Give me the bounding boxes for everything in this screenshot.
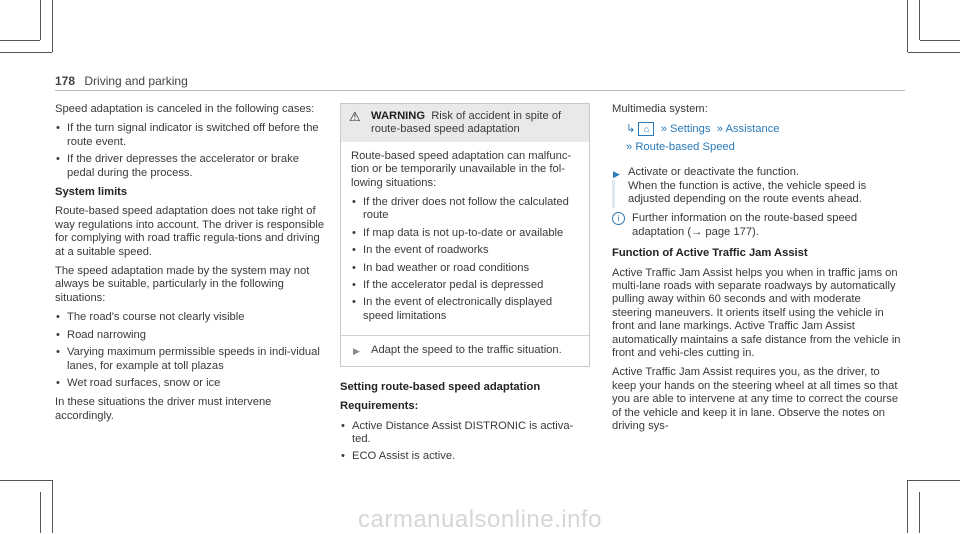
play-arrow-icon: ▶ xyxy=(613,169,620,180)
list-item: • Varying maximum permissible speeds in indi-vidual lanes, for example at toll plazas xyxy=(55,346,327,373)
requirements-heading: Requirements: xyxy=(340,400,419,413)
list-item: • Active Distance Assist DISTRONIC is activa-ted. xyxy=(340,420,590,447)
action-line: Activate or deactivate the function. xyxy=(628,166,800,179)
requirements-list xyxy=(340,420,590,464)
list-item: • In the event of electronically displayed speed limitations xyxy=(351,296,581,323)
crop-mark xyxy=(920,40,960,41)
unsuitable-list xyxy=(55,311,327,390)
crop-mark xyxy=(919,0,920,40)
section-heading: Function of Active Traffic Jam Assist xyxy=(612,247,808,260)
list-item: • Road narrowing xyxy=(55,329,327,342)
crop-mark xyxy=(52,0,53,52)
header-divider xyxy=(55,90,905,91)
home-icon: ⌂ xyxy=(638,122,654,136)
chevron-right-icon: » xyxy=(660,123,667,136)
path-assistance: Assistance xyxy=(725,123,780,136)
play-arrow-icon: ▶ xyxy=(353,346,360,357)
list-item: • In bad weather or road conditions xyxy=(351,262,581,275)
tja-paragraph-1: Active Traffic Jam Assist helps you when in traffic jams on multi-lane roads with separate roadways by automatically pulling away within 60 seconds and with moderate steering maneuvers. It orients itself using the vehicle in front and lane markings. Active Traffic Jam Assist automatically maintains a safe distance from the vehicle in front and vehi-cles cutting in. xyxy=(612,266,901,360)
chevron-right-icon: » xyxy=(626,140,633,153)
crop-mark xyxy=(40,0,41,40)
info-note xyxy=(612,212,902,239)
page-number: 178 xyxy=(55,74,76,88)
list-item: • In the event of roadworks xyxy=(351,244,581,257)
crop-mark xyxy=(0,40,40,41)
list-item: • The road's course not clearly visible xyxy=(55,311,327,324)
limits-text: Route-based speed adaptation does not take right of way regulations into account. The driver is responsible for complying with road traffic regula-tions and driving at a suitable speed. xyxy=(55,205,325,258)
column-2 xyxy=(340,103,590,470)
page-header xyxy=(55,74,188,88)
cancel-list xyxy=(55,122,327,180)
warning-action-text: Adapt the speed to the traffic situation. xyxy=(371,344,562,357)
warning-body xyxy=(341,142,589,335)
warning-header xyxy=(341,104,589,142)
action-step xyxy=(612,166,902,206)
section-heading: Setting route-based speed adaptation xyxy=(340,380,541,393)
menu-path-row xyxy=(612,141,902,154)
warning-triangle-icon: ⚠ xyxy=(349,109,361,124)
chevron-right-icon: » xyxy=(716,123,723,136)
info-text: Further information on the route-based speed adaptation (→ page 177). xyxy=(632,212,858,238)
column-3 xyxy=(612,103,902,439)
warning-list xyxy=(351,196,581,323)
multimedia-label: Multimedia system: xyxy=(612,103,708,115)
list-item: • If the accelerator pedal is depressed xyxy=(351,279,581,292)
return-arrow-icon: ↳ xyxy=(626,123,636,136)
list-item: • If map data is not up-to-date or available xyxy=(351,227,581,240)
crop-mark xyxy=(0,52,52,53)
crop-mark xyxy=(908,480,960,481)
column-1 xyxy=(55,103,327,429)
list-item: • ECO Assist is active. xyxy=(340,450,590,463)
crop-mark xyxy=(0,480,52,481)
tja-paragraph-2: Active Traffic Jam Assist requires you, as the driver, to keep your hands on the steering wheel at all times so that you are able to intervene at any time to correct the course of the vehicle and keep it in lane. Observe the notes on driving sys- xyxy=(612,366,899,433)
path-route-based-speed: Route-based Speed xyxy=(635,140,735,153)
watermark: carmanualsonline.info xyxy=(358,506,602,533)
closing-text: In these situations the driver must intervene accordingly. xyxy=(55,396,272,422)
crop-mark xyxy=(908,52,960,53)
warning-intro: Route-based speed adaptation can malfunc-tion or be temporarily unavailable in the fol-lowing situations: xyxy=(351,149,572,189)
warning-label: WARNING xyxy=(371,110,426,122)
cancel-intro: Speed adaptation is canceled in the following cases: xyxy=(55,103,315,115)
list-item: • Wet road surfaces, snow or ice xyxy=(55,377,327,390)
action-result: When the function is active, the vehicle speed is adjusted depending on the route events ahead. xyxy=(628,179,867,205)
path-settings: Settings xyxy=(670,123,711,136)
warning-title: Risk of accident in spite of route-based speed adaptation xyxy=(371,110,562,136)
list-item: • If the driver does not follow the calculated route xyxy=(351,196,581,223)
list-item: • If the turn signal indicator is switched off before the route event. xyxy=(55,122,327,149)
action-bar xyxy=(612,180,615,208)
unsuitable-text: The speed adaptation made by the system may not always be suitable, particularly in the following situations: xyxy=(55,265,310,304)
list-item: • If the driver depresses the accelerator or brake pedal during the process. xyxy=(55,153,327,180)
warning-action xyxy=(341,335,589,365)
section-title: Driving and parking xyxy=(84,74,188,88)
menu-path-row xyxy=(612,122,902,136)
info-icon: i xyxy=(612,212,625,225)
warning-box xyxy=(340,103,590,367)
section-heading: System limits xyxy=(55,186,128,199)
crop-mark xyxy=(907,0,908,52)
menu-path xyxy=(612,122,902,154)
